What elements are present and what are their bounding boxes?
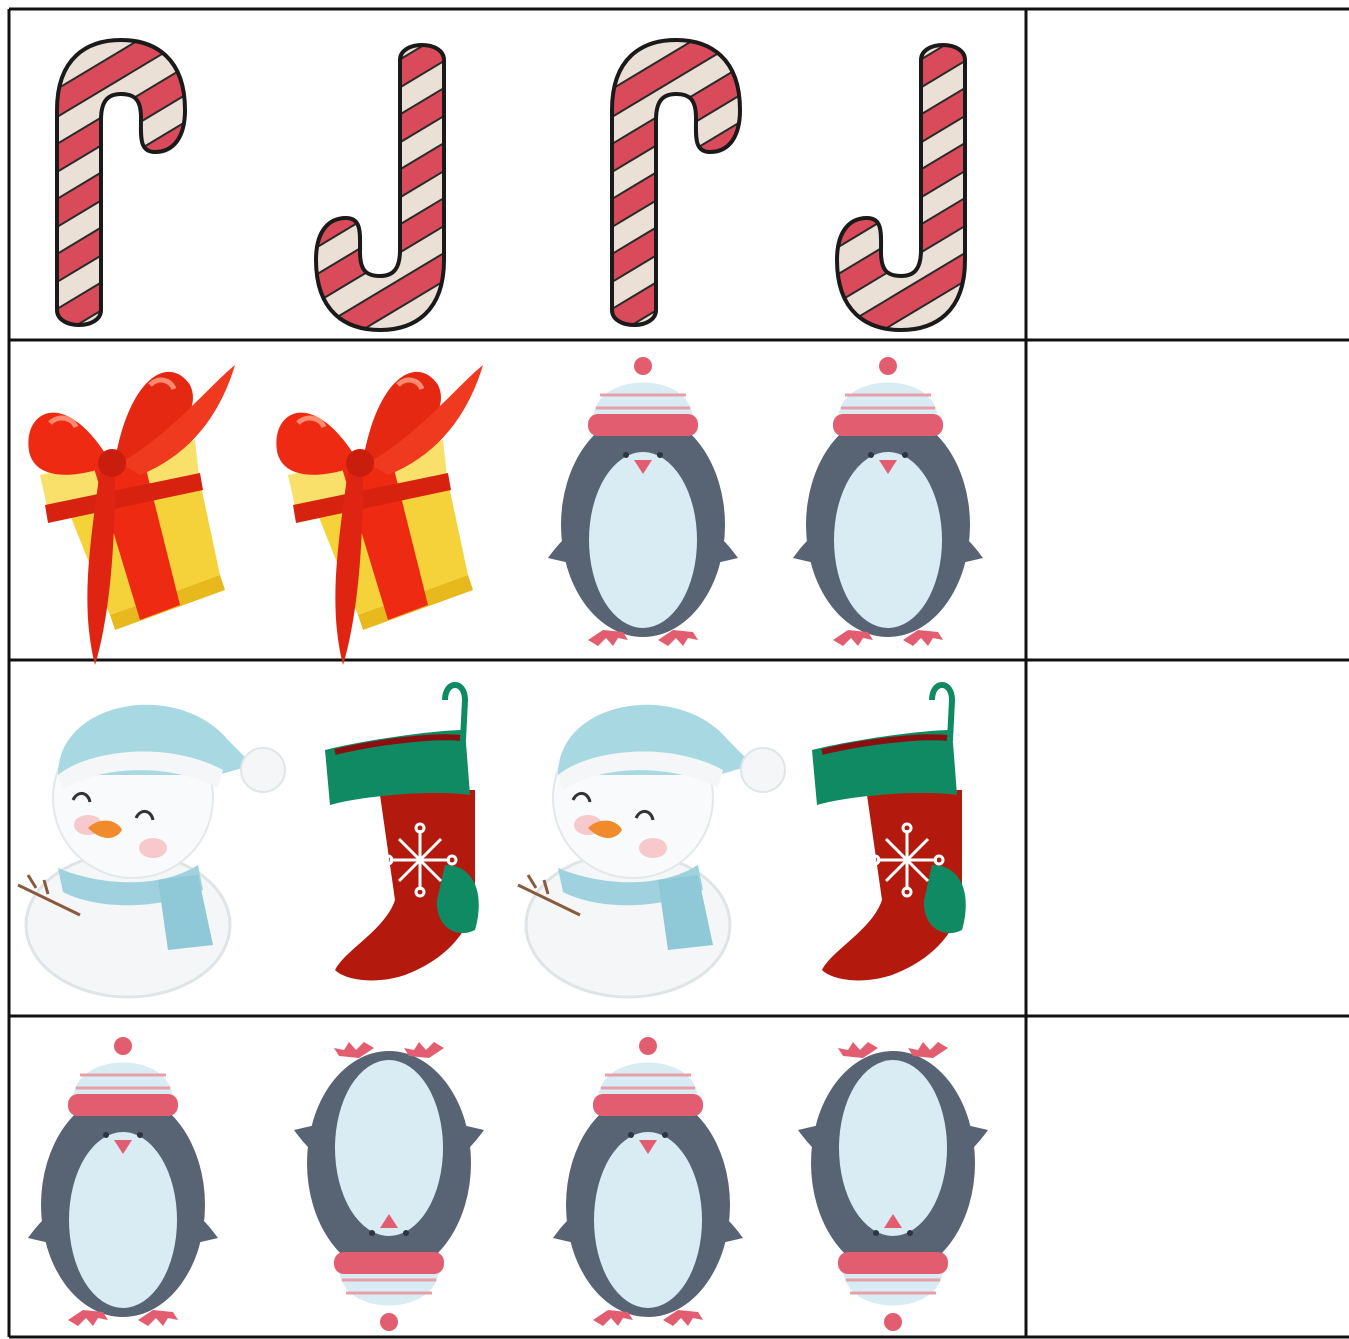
pattern-row-4 [28,1037,988,1331]
answer-cell-row-2[interactable] [1030,344,1346,656]
snowman-icon [18,705,285,997]
penguin-icon [793,357,983,646]
penguin-icon [553,1037,743,1326]
snowman-icon [518,705,785,997]
pattern-row-3 [18,685,966,997]
candy-cane-icon [602,5,752,343]
gift-box-icon [276,365,483,665]
pattern-row-1 [47,5,975,365]
answer-cell-row-3[interactable] [1030,664,1346,1012]
candy-cane-icon [304,27,454,365]
candy-cane-icon [47,5,197,343]
penguin-upside-down-icon [798,1042,988,1331]
candy-cane-icon [825,27,975,365]
penguin-upside-down-icon [294,1042,484,1331]
penguin-icon [548,357,738,646]
pattern-row-2 [28,357,983,665]
stocking-icon [812,685,966,980]
stocking-icon [325,685,479,980]
answer-cell-row-4[interactable] [1030,1020,1346,1334]
penguin-icon [28,1037,218,1326]
gift-box-icon [28,365,235,665]
answer-cell-row-1[interactable] [1030,14,1346,336]
